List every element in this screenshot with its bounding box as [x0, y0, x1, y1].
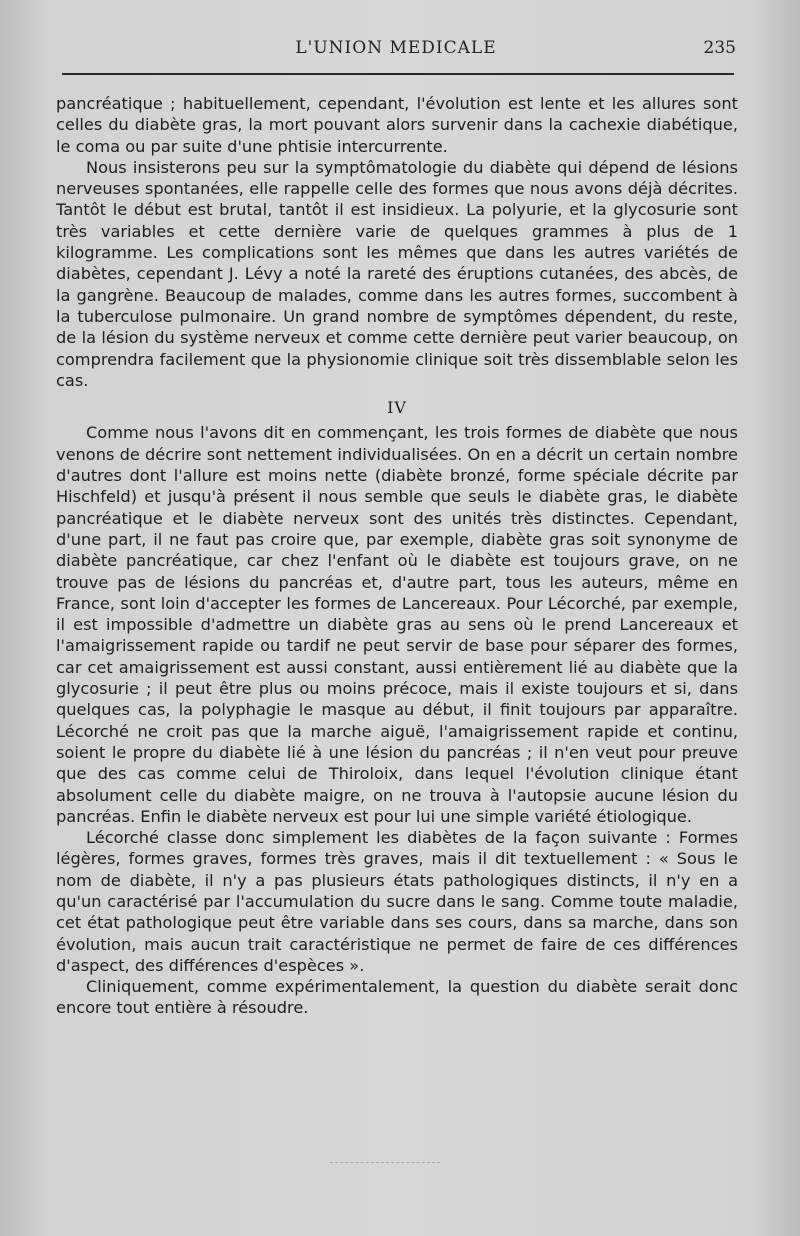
- body-text: [56, 93, 738, 1019]
- running-title: L'UNION MEDICALE: [295, 38, 497, 58]
- page-number: 235: [703, 38, 736, 58]
- header-rule: [62, 73, 734, 75]
- section-heading: IV: [387, 398, 407, 418]
- paragraph: Cliniquement, comme expérimentalement, la question du diabète serait donc encore tout entière à résoudre.: [56, 977, 738, 1018]
- page-header: [56, 38, 736, 64]
- paragraph: Nous insisterons peu sur la symptômatologie du diabète qui dépend de lésions nerveuses spontanées, elle rappelle celle des formes que nous avons déjà décrites. Tantôt le début est brutal, tantôt il est insidieux. La polyurie, et la glycosurie sont très variables et cette dernière varie de quelques grammes à plus de 1 kilogramme. Les complications sont les mêmes que dans les autres variétés de diabètes, cependant J. Lévy a noté la rareté des éruptions cutanées, des abcès, de la gangrène. Beaucoup de malades, comme dans les autres formes, succombent à la tuberculose pulmonaire. Un grand nombre de symptômes dépendent, du reste, de la lésion du système nerveux et comme cette dernière peut varier beaucoup, on comprendra facilement que la physionomie clinique soit très dissemblable selon les cas.: [56, 157, 738, 390]
- paragraph: Comme nous l'avons dit en commençant, les trois formes de diabète que nous venons de décrire sont nettement individualisées. On en a décrit un certain nombre d'autres dont l'allure est moins nette (diabète bronzé, forme spéciale décrite par Hischfeld) et jusqu'à présent il nous semble que seuls le diabète gras, le diabète pancréatique et le diabète nerveux sont des unités très distinctes. Cependant, d'une part, il ne faut pas croire que, par exemple, diabète gras soit synonyme de diabète pancréatique, car chez l'enfant où le diabète est toujours grave, on ne trouve pas de lésions du pancréas et, d'autre part, tous les auteurs, même en France, sont loin d'accepter les formes de Lancereaux. Pour Lécorché, par exemple, il est impossible d'admettre un diabète gras au sens où le prend Lancereaux et l'amaigrissement rapide ou tardif ne peut servir de base pour séparer des formes, car cet amaigrissement est aussi constant, aussi entièrement lié au diabète que la glycosurie ; il peut être plus ou moins précoce, mais il existe toujours et si, dans quelques cas, la polyphagie le masque au début, il finit toujours par apparaître. Lécorché ne croit pas que la marche aiguë, l'amaigrissement rapide et continu, soient le propre du diabète lié à une lésion du pancréas ; il n'en veut pour preuve que des cas comme celui de Thiroloix, dans lequel l'évolution clinique étant absolument celle du diabète maigre, on ne trouva à l'autopsie aucune lésion du pancréas. Enfin le diabète nerveux est pour lui une simple variété étiologique.: [56, 423, 738, 826]
- paragraph-continuation: pancréatique ; habituellement, cependant, l'évolution est lente et les allures sont celles du diabète gras, la mort pouvant alors survenir dans la cachexie diabétique, le coma ou par suite d'une phtisie intercurrente.: [56, 94, 738, 156]
- footer-ornament: [330, 1162, 440, 1164]
- paragraph: Lécorché classe donc simplement les diabètes de la façon suivante : Formes légères, formes graves, formes très graves, mais il dit textuellement : « Sous le nom de diabète, il n'y a pas plusieurs états pathologiques distincts, il n'y en a qu'un caractérisé par l'accumulation du sucre dans le sang. Comme toute maladie, cet état pathologique peut être variable dans ses cours, dans sa marche, dans son évolution, mais aucun trait caractéristique ne permet de faire de ces différences d'aspect, des différences d'espèces ».: [56, 828, 738, 975]
